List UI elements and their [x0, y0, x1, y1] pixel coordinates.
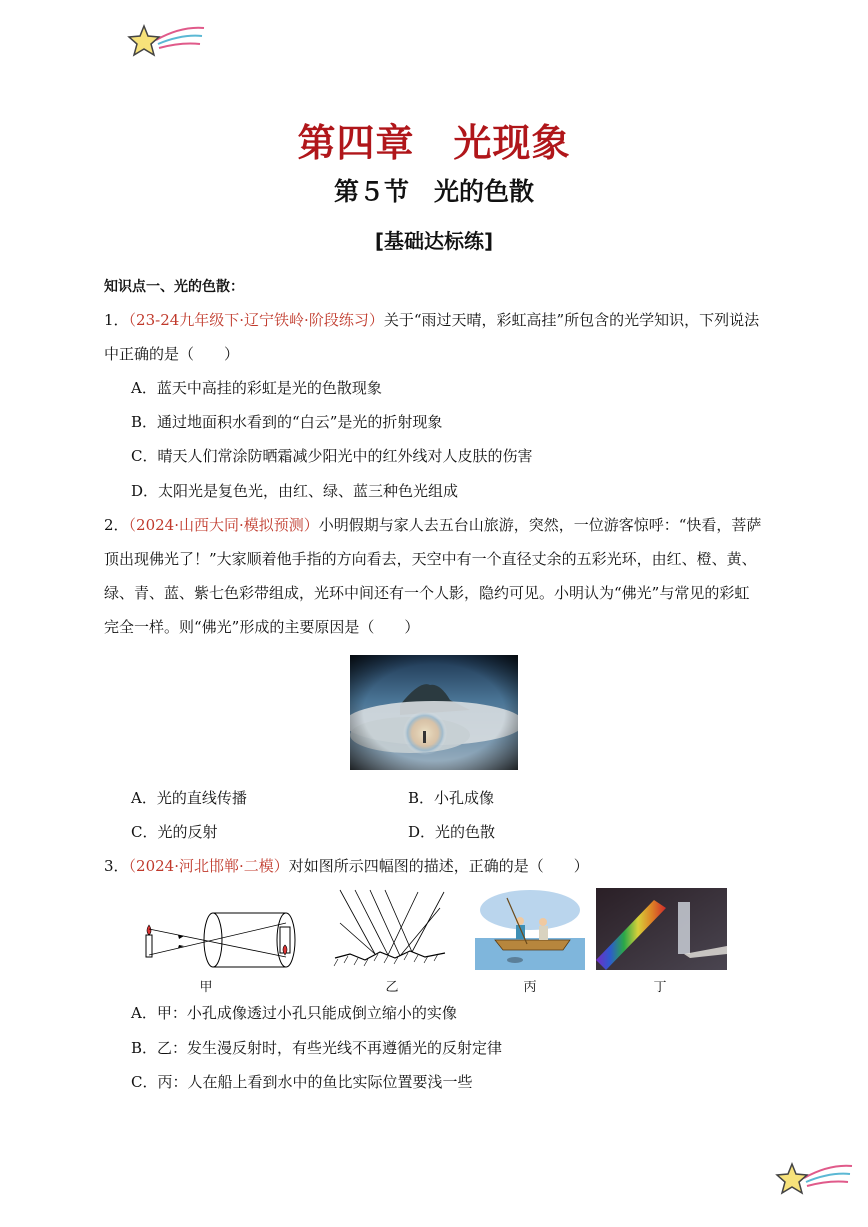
- figure-caption-yi: 乙: [385, 980, 399, 995]
- exercise-type: [基础达标练]: [374, 229, 494, 253]
- figure-caption-bing: 丙: [523, 980, 537, 995]
- question-number: 2．: [104, 516, 129, 534]
- question-stem: 关于“雨过天晴，彩虹高挂”所包含的光学知识，下列说法: [383, 311, 760, 329]
- q1-option-d[interactable]: D．太阳光是复色光，由红、绿、蓝三种色光组成: [131, 482, 459, 500]
- diffuse-reflection-diagram: [330, 888, 450, 973]
- q1-option-c[interactable]: C．晴天人们常涂防晒霜减少阳光中的红外线对人皮肤的伤害: [131, 447, 533, 465]
- pinhole-camera-diagram: [138, 905, 308, 975]
- question-3-line-1: [104, 856, 764, 876]
- figure-caption-jia: 甲: [199, 980, 213, 995]
- buddha-light-photo: [350, 655, 518, 770]
- q2-option-c[interactable]: C．光的反射: [131, 823, 218, 841]
- shooting-star-icon: [126, 18, 206, 66]
- question-1-line-1: [104, 310, 764, 330]
- question-number: 3．: [104, 857, 129, 875]
- chapter-title: 第四章 光现象: [297, 120, 571, 165]
- question-2-line-1: [104, 515, 764, 535]
- question-source: （23-24九年级下·辽宁铁岭·阶段练习）: [128, 311, 384, 329]
- q2-option-a[interactable]: A．光的直线传播: [131, 789, 247, 807]
- question-stem: 对如图所示四幅图的描述，正确的是（ ）: [288, 857, 589, 875]
- fishing-boat-illustration: [475, 888, 585, 970]
- q2-option-d[interactable]: D．光的色散: [408, 823, 496, 841]
- section-title: 第５节 光的色散: [333, 177, 534, 206]
- question-2-line-3: 绿、青、蓝、紫七色彩带组成，光环中间还有一个人影，隐约可见。小明认为“佛光”与常见的彩虹: [104, 584, 750, 602]
- q3-option-b[interactable]: B．乙：发生漫反射时，有些光线不再遵循光的反射定律: [131, 1039, 503, 1057]
- q1-option-a[interactable]: A．蓝天中高挂的彩虹是光的色散现象: [131, 379, 382, 397]
- knowledge-point-heading: 知识点一、光的色散：: [104, 279, 244, 295]
- question-1-line-2: 中正确的是（ ）: [104, 345, 240, 363]
- question-stem: 小明假期与家人去五台山旅游，突然，一位游客惊呼：“快看，菩萨: [318, 516, 762, 534]
- question-number: 1．: [104, 311, 129, 329]
- q1-option-b[interactable]: B．通过地面积水看到的“白云”是光的折射现象: [131, 413, 443, 431]
- q3-option-c[interactable]: C．丙：人在船上看到水中的鱼比实际位置要浅一些: [131, 1073, 473, 1091]
- shooting-star-icon: [774, 1156, 854, 1204]
- question-2-line-2: 顶出现佛光了！”大家顺着他手指的方向看去，天空中有一个直径丈余的五彩光环，由红、橙、黄、: [104, 550, 757, 568]
- question-source: （2024·山西大同·模拟预测）: [128, 516, 319, 534]
- question-source: （2024·河北邯郸·二模）: [128, 857, 289, 875]
- figure-caption-ding: 丁: [653, 980, 667, 995]
- question-2-line-4: 完全一样。则“佛光”形成的主要原因是（ ）: [104, 618, 420, 636]
- prism-dispersion-photo: [596, 888, 727, 970]
- q3-option-a[interactable]: A．甲：小孔成像透过小孔只能成倒立缩小的实像: [131, 1004, 457, 1022]
- q2-option-b[interactable]: B．小孔成像: [408, 789, 495, 807]
